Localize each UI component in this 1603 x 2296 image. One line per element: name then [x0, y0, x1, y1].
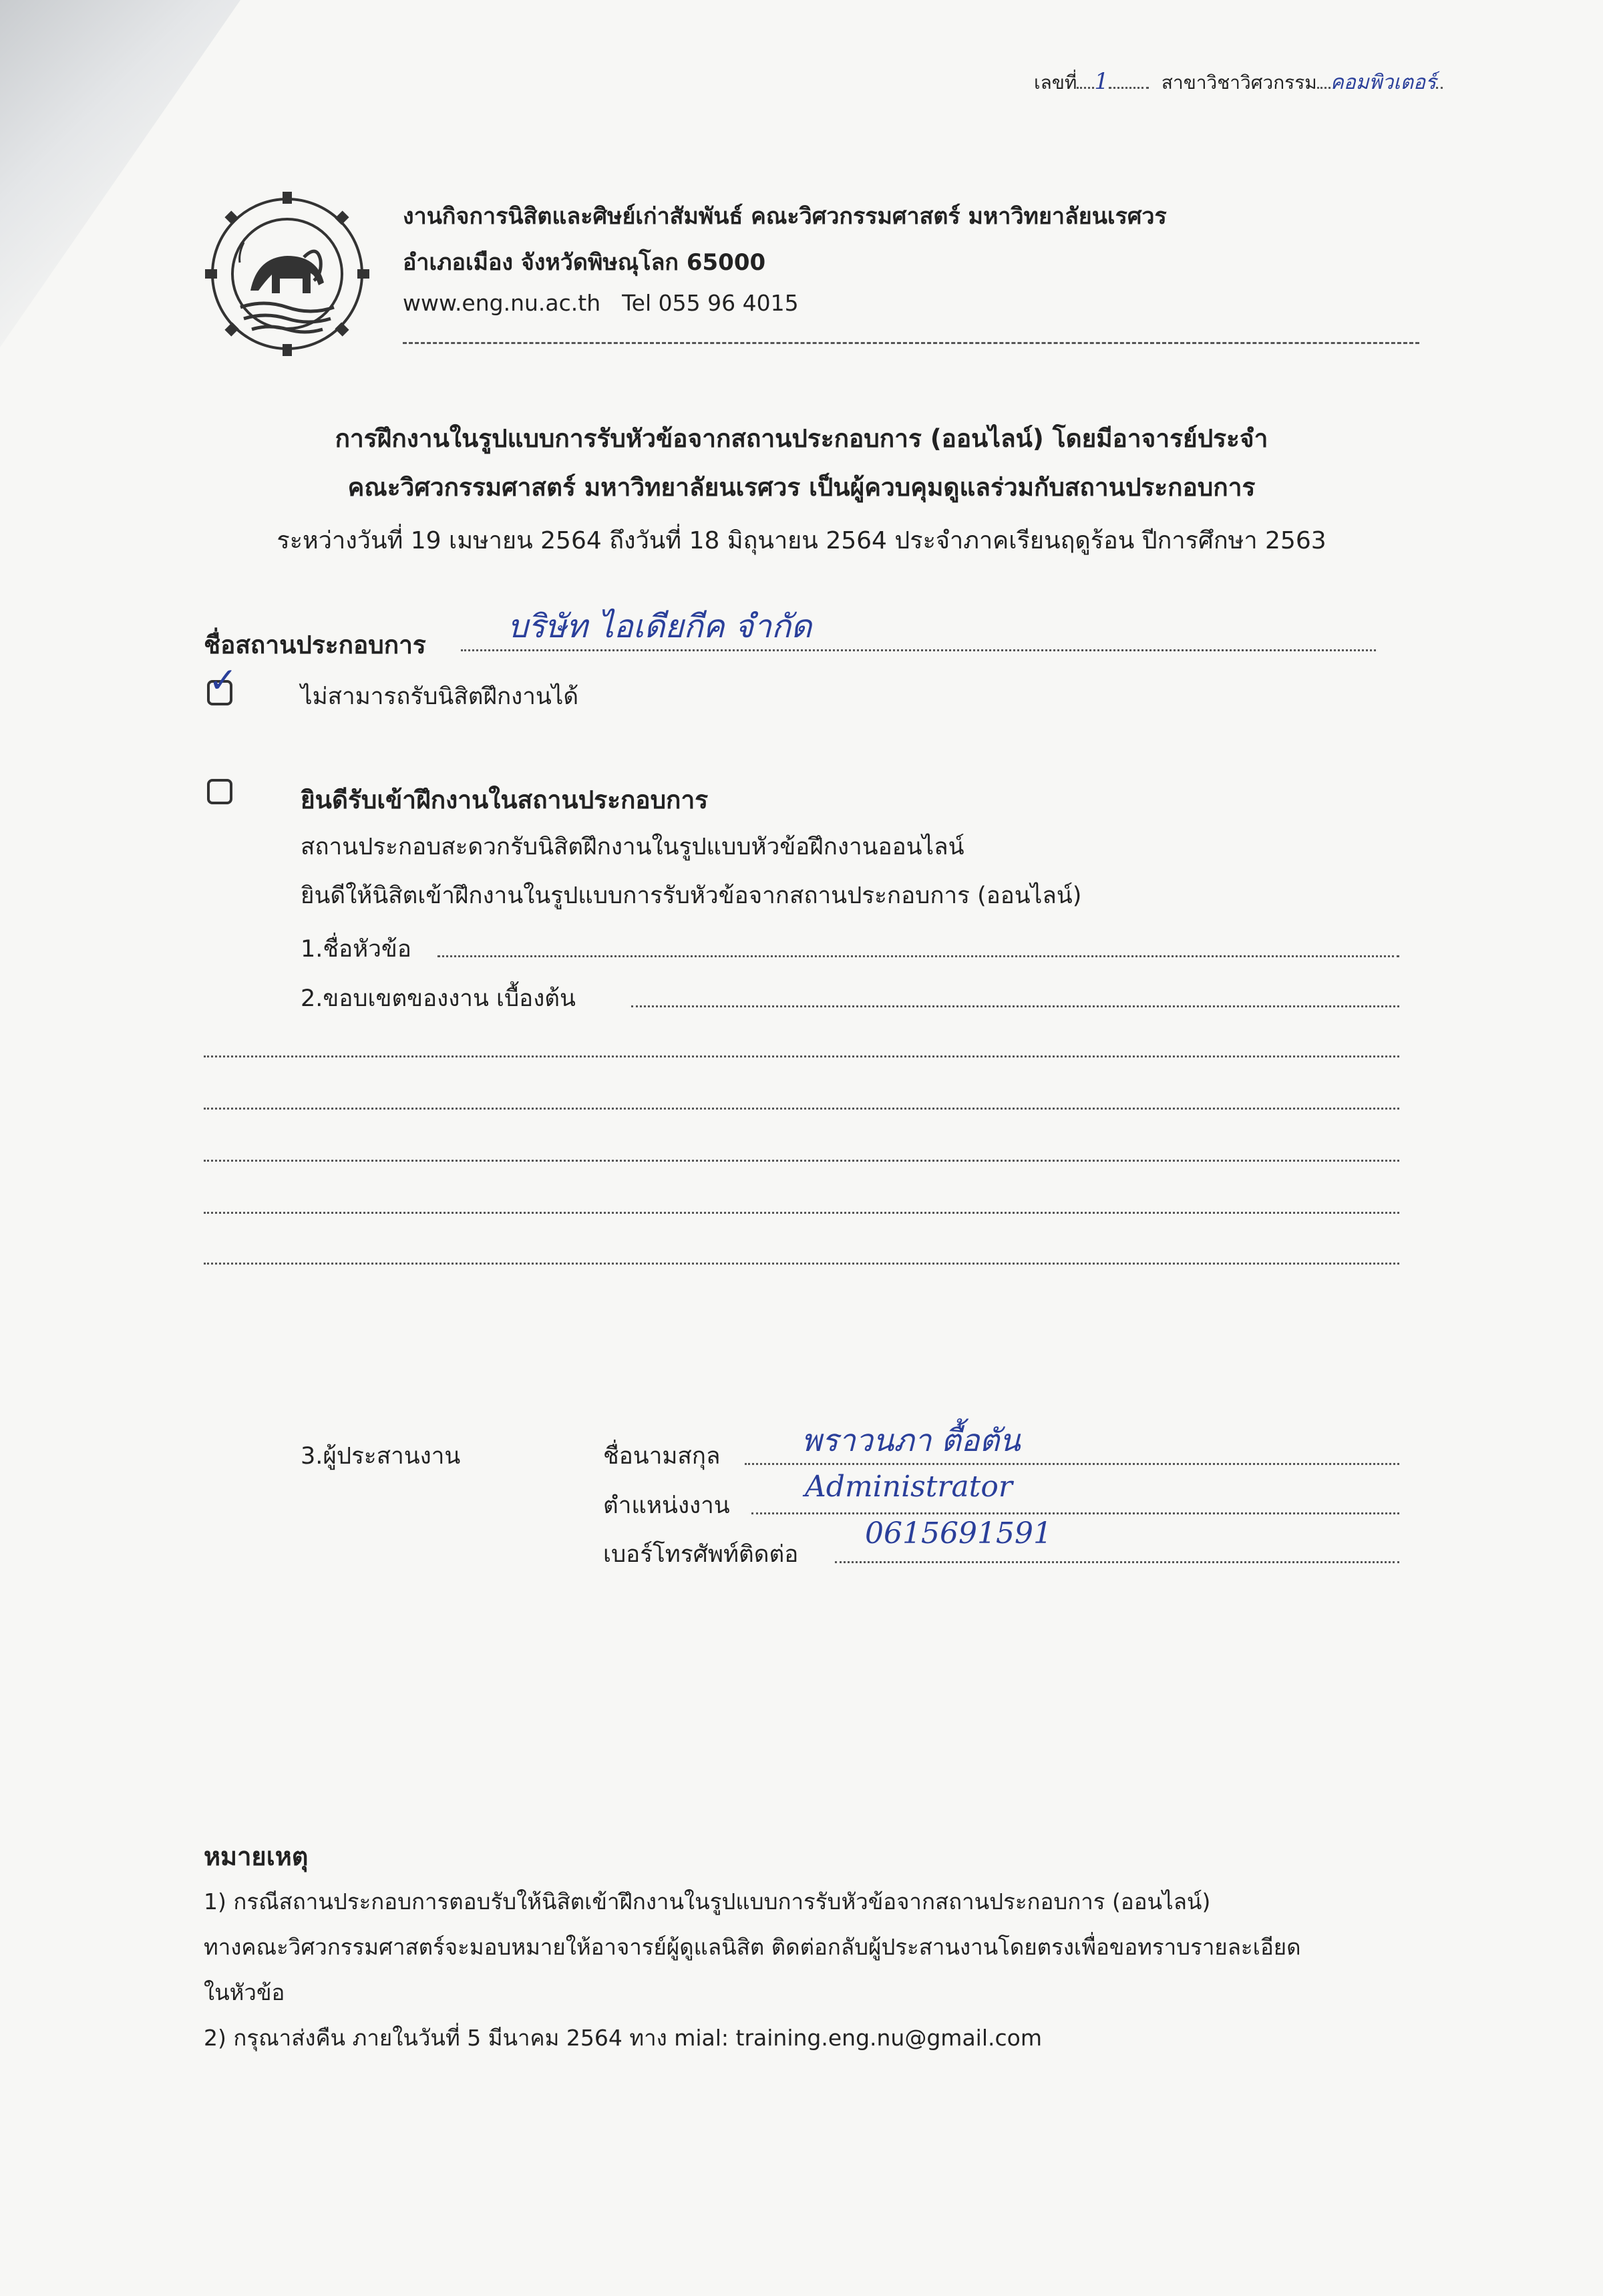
- scope-dotline-6[interactable]: [204, 1263, 1399, 1265]
- notes-heading: หมายเหตุ: [204, 1842, 309, 1871]
- number-dots-left: [1077, 87, 1094, 89]
- accept-label: ยินดีรับเข้าฝึกงานในสถานประกอบการ: [301, 786, 709, 814]
- major-value: คอมพิวเตอร์: [1330, 71, 1437, 94]
- coordinator-position-label: ตำแหน่งงาน: [603, 1492, 730, 1519]
- org-line-2: อำเภอเมือง จังหวัดพิษณุโลก 65000: [403, 249, 766, 276]
- number-dots-right: [1109, 87, 1149, 89]
- org-contact-row: [403, 290, 799, 316]
- scope-dotline-5[interactable]: [204, 1212, 1399, 1214]
- title-line-3: ระหว่างวันที่ 19 เมษายน 2564 ถึงวันที่ 18 มิถุนายน 2564 ประจำภาคเรียนฤดูร้อน ปีการศึกษา 2563: [277, 527, 1326, 554]
- note-2: 2) กรุณาส่งคืน ภายในวันที่ 5 มีนาคม 2564 ทาง mial: training.eng.nu@gmail.com: [204, 2025, 1042, 2051]
- scope-dotline-2[interactable]: [204, 1055, 1399, 1057]
- check-mark-icon: ✓: [208, 661, 238, 701]
- company-value[interactable]: บริษัท ไอเดียกีค จำกัด: [508, 608, 812, 645]
- coordinator-phone-dotline: [835, 1561, 1399, 1563]
- coordinator-name-label: ชื่อนามสกุล: [603, 1443, 721, 1470]
- coordinator-phone-value[interactable]: 0615691591: [865, 1516, 1052, 1550]
- title-line-2: คณะวิศวกรรมศาสตร์ มหาวิทยาลัยนเรศวร เป็นผู้ควบคุมดูแลร่วมกับสถานประกอบการ: [347, 473, 1256, 502]
- coordinator-position-dotline: [751, 1512, 1399, 1514]
- scope-dotline-4[interactable]: [204, 1160, 1399, 1162]
- document-number-row: [1034, 67, 1443, 98]
- org-line-1: งานกิจการนิสิตและศิษย์เก่าสัมพันธ์ คณะวิศวกรรมศาสตร์ มหาวิทยาลัยนเรศวร: [403, 203, 1167, 230]
- topic-dotline[interactable]: [437, 955, 1399, 957]
- coordinator-phone-label: เบอร์โทรศัพท์ติดต่อ: [603, 1541, 799, 1568]
- note-1-line-2: ทางคณะวิศวกรรมศาสตร์จะมอบหมายให้อาจารย์ผู้ดูแลนิสิต ติดต่อกลับผู้ประสานงานโดยตรงเพื่อขอทราบรายละเอียด: [204, 1934, 1301, 1960]
- topic-label: 1.ชื่อหัวข้อ: [301, 936, 411, 963]
- scope-label: 2.ขอบเขตของงาน เบื้องต้น: [301, 985, 576, 1012]
- org-phone: Tel 055 96 4015: [622, 290, 799, 316]
- note-1-line-3: ในหัวข้อ: [204, 1979, 285, 2005]
- note-1-line-1: 1) กรณีสถานประกอบการตอบรับให้นิสิตเข้าฝึกงานในรูปแบบการรับหัวข้อจากสถานประกอบการ (ออนไลน์): [204, 1889, 1211, 1915]
- accept-desc-2: ยินดีให้นิสิตเข้าฝึกงานในรูปแบบการรับหัวข้อจากสถานประกอบการ (ออนไลน์): [301, 882, 1082, 909]
- company-label: ชื่อสถานประกอบการ: [204, 631, 426, 659]
- scope-dotline-3[interactable]: [204, 1108, 1399, 1110]
- major-label: สาขาวิชาวิศวกรรม: [1161, 71, 1317, 94]
- org-website: www.eng.nu.ac.th: [403, 290, 601, 316]
- major-dots-left: [1317, 87, 1330, 89]
- coordinator-section-label: 3.ผู้ประสานงาน: [301, 1443, 461, 1470]
- faculty-seal-icon: [204, 190, 371, 357]
- number-label: เลขที่: [1034, 71, 1077, 94]
- major-dots-right: [1436, 87, 1443, 89]
- scope-dotline[interactable]: [631, 1005, 1399, 1007]
- number-value: 1: [1094, 68, 1109, 95]
- coordinator-position-value[interactable]: Administrator: [805, 1470, 1013, 1504]
- header-divider: [403, 342, 1419, 344]
- title-line-1: การฝึกงานในรูปแบบการรับหัวข้อจากสถานประกอบการ (ออนไลน์) โดยมีอาจารย์ประจำ: [335, 424, 1268, 453]
- accept-checkbox[interactable]: [207, 779, 232, 804]
- reject-label: ไม่สามารถรับนิสิตฝึกงานได้: [301, 683, 579, 710]
- coordinator-name-value[interactable]: พราวนภา ตื้อตัน: [802, 1422, 1021, 1458]
- accept-desc-1: สถานประกอบสะดวกรับนิสิตฝึกงานในรูปแบบหัวข้อฝึกงานออนไลน์: [301, 834, 964, 860]
